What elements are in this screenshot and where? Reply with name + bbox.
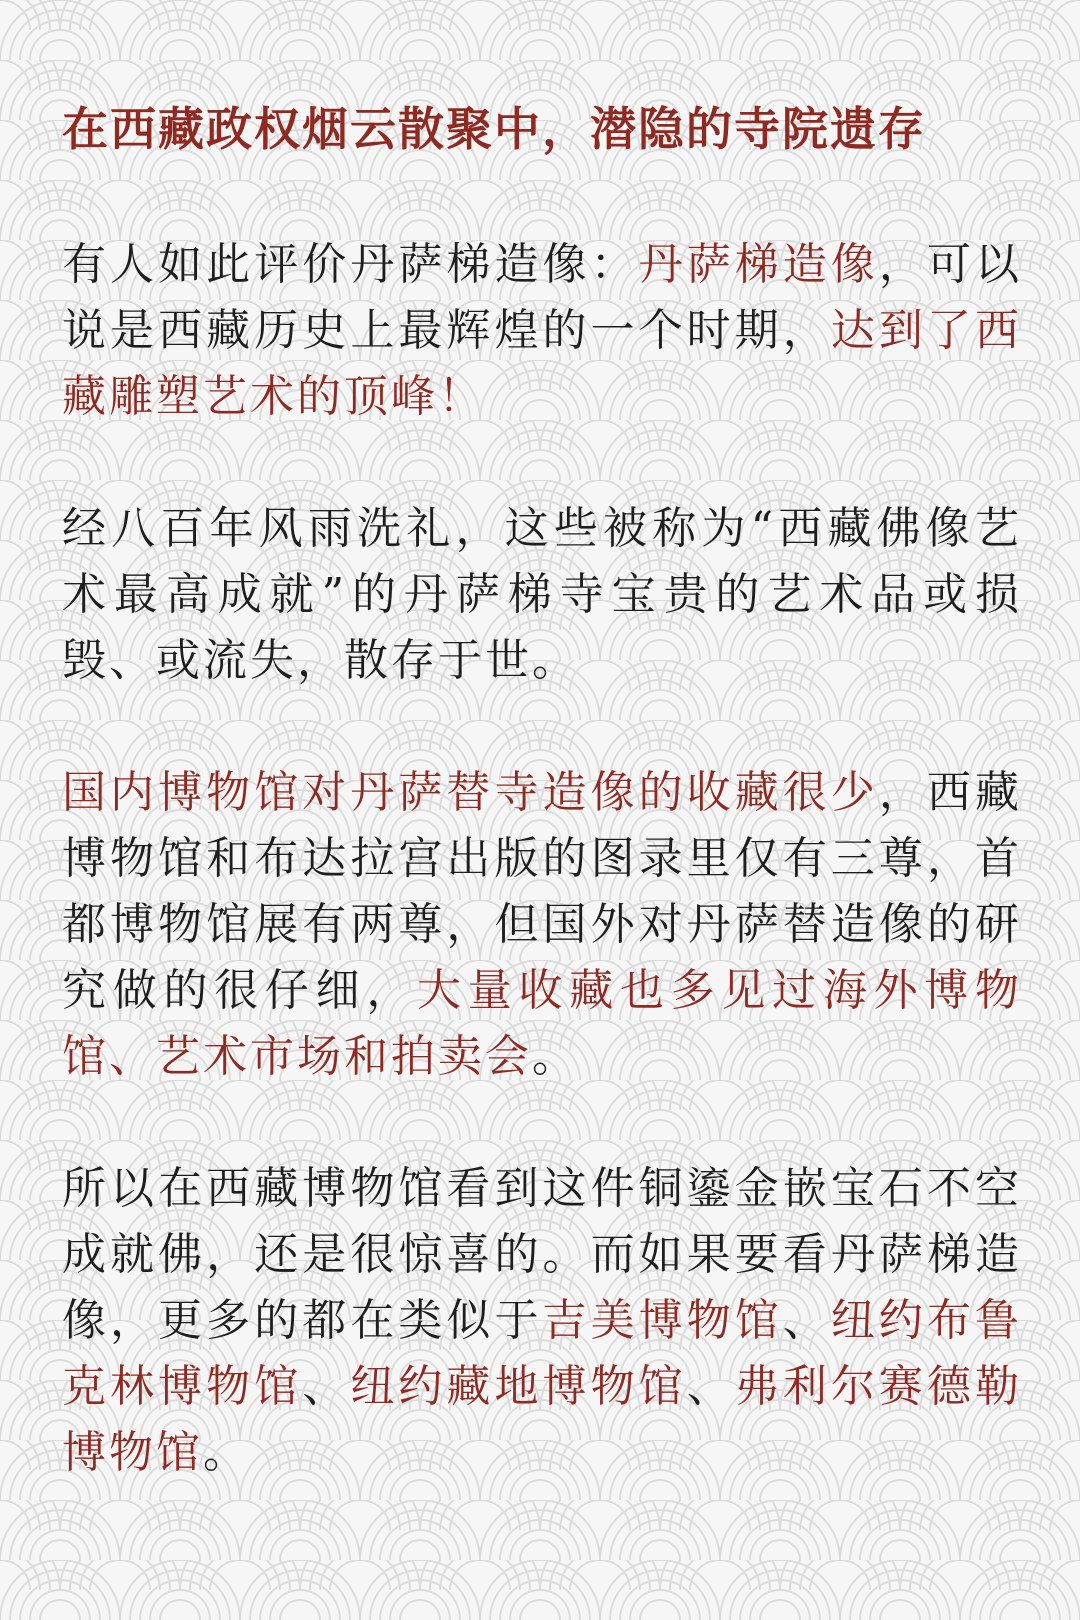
paragraph (62, 760, 1022, 1090)
body-text: 。 (203, 1427, 250, 1478)
paragraph (62, 496, 1022, 694)
highlighted-text: 丹萨梯造像 (638, 239, 879, 290)
body-text: ，西藏博物馆和布达拉宫出版的图录里仅有三尊，首都博物馆展有两尊，但国外对丹萨替造像的研究做的很仔细， (62, 767, 1023, 1016)
highlighted-text: 达到了西藏雕塑艺术的顶峰！ (62, 305, 1023, 422)
highlighted-text: 吉美博物馆 (542, 1295, 783, 1346)
highlighted-text: 纽约藏地博物馆 (350, 1361, 687, 1412)
highlighted-text: 弗利尔赛德勒博物馆 (62, 1361, 1023, 1478)
highlighted-text: 国内博物馆对丹萨替寺造像的收藏很少 (62, 767, 879, 818)
highlighted-text: 大量收藏也多见过海外博物馆、艺术市场和拍卖会 (62, 965, 1023, 1082)
article-body (62, 232, 1022, 1486)
body-text: ，可以说是西藏历史上最辉煌的一个时期， (62, 239, 1023, 356)
body-text: 。 (532, 1031, 579, 1082)
body-text: 、 (302, 1361, 351, 1412)
highlighted-text: 纽约布鲁克林博物馆 (62, 1295, 1023, 1412)
body-text: 经八百年风雨洗礼，这些被称为“西藏佛像艺术最高成就”的丹萨梯寺宝贵的艺术品或损毁、或流失，散存于世。 (62, 503, 1022, 686)
paragraph (62, 1156, 1022, 1486)
body-text: 有人如此评价丹萨梯造像： (62, 239, 639, 290)
body-text: 、 (782, 1295, 831, 1346)
body-text: 所以在西藏博物馆看到这件铜鎏金嵌宝石不空成就佛，还是很惊喜的。而如果要看丹萨梯造像，更多的都在类似于 (62, 1163, 1022, 1346)
body-text: 、 (686, 1361, 735, 1412)
paragraph (62, 232, 1022, 430)
article-content (62, 96, 1022, 1552)
article-title: 在西藏政权烟云散聚中，潜隐的寺院遗存 (62, 102, 926, 156)
